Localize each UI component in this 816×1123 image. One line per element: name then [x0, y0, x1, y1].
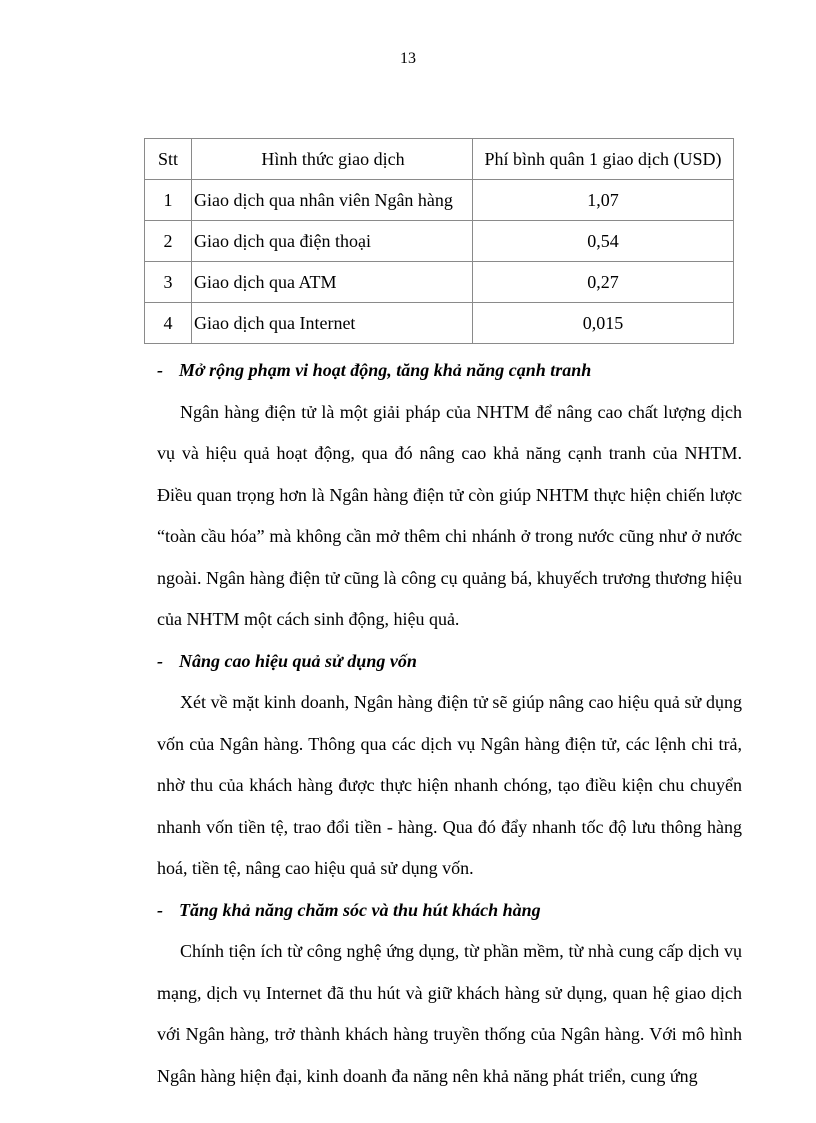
- cell-transaction-form: Giao dịch qua Internet: [192, 303, 473, 344]
- transaction-fee-table: [144, 138, 734, 344]
- cell-average-fee: 0,015: [473, 303, 734, 344]
- heading-dash: -: [157, 360, 163, 380]
- section-heading: [157, 641, 742, 683]
- cell-stt: 4: [145, 303, 192, 344]
- body-text: [157, 350, 742, 1097]
- section-heading: [157, 350, 742, 392]
- cell-average-fee: 0,27: [473, 262, 734, 303]
- table-row: [145, 303, 734, 344]
- cell-stt: 3: [145, 262, 192, 303]
- section-paragraph: Ngân hàng điện tử là một giải pháp của NHTM để nâng cao chất lượng dịch vụ và hiệu quả hoạt động, qua đó nâng cao khả năng cạnh tranh của NHTM. Điều quan trọng hơn là Ngân hàng điện tử còn giúp NHTM thực hiện chiến lược “toàn cầu hóa” mà không cần mở thêm chi nhánh ở trong nước cũng như ở nước ngoài. Ngân hàng điện tử cũng là công cụ quảng bá, khuyếch trương thương hiệu của NHTM một cách sinh động, hiệu quả.: [157, 401, 742, 629]
- cell-transaction-form: Giao dịch qua điện thoại: [192, 221, 473, 262]
- section-paragraph: Chính tiện ích từ công nghệ ứng dụng, từ phần mềm, từ nhà cung cấp dịch vụ mạng, dịch vụ Internet đã thu hút và giữ khách hàng sử dụng, quan hệ giao dịch với Ngân hàng, trở thành khách hàng truyền thống của Ngân hàng. Với mô hình Ngân hàng hiện đại, kinh doanh đa năng nên khả năng phát triển, cung ứng: [157, 941, 742, 1086]
- heading-dash: -: [157, 899, 163, 920]
- page-number: 13: [400, 50, 416, 67]
- cell-transaction-form: Giao dịch qua ATM: [192, 262, 473, 303]
- heading-text: Tăng khả năng chăm sóc và thu hút khách hàng: [179, 899, 541, 920]
- cell-stt: 2: [145, 221, 192, 262]
- heading-text: Mở rộng phạm vi hoạt động, tăng khả năng cạnh tranh: [179, 360, 592, 380]
- section-heading: [157, 890, 742, 932]
- cell-average-fee: 1,07: [473, 180, 734, 221]
- cell-stt: 1: [145, 180, 192, 221]
- cell-transaction-form: Giao dịch qua nhân viên Ngân hàng: [192, 180, 473, 221]
- table-row: [145, 221, 734, 262]
- header-transaction-form: Hình thức giao dịch: [192, 139, 473, 180]
- table-row: [145, 262, 734, 303]
- header-stt: Stt: [145, 139, 192, 180]
- section-paragraph: Xét về mặt kinh doanh, Ngân hàng điện tử sẽ giúp nâng cao hiệu quả sử dụng vốn của Ngân hàng. Thông qua các dịch vụ Ngân hàng điện tử, các lệnh chi trả, nhờ thu của khách hàng được thực hiện nhanh chóng, tạo điều kiện chu chuyển nhanh vốn tiền tệ, trao đổi tiền - hàng. Qua đó đẩy nhanh tốc độ lưu thông hàng hoá, tiền tệ, nâng cao hiệu quả sử dụng vốn.: [157, 692, 742, 878]
- table-header-row: [145, 139, 734, 180]
- table-row: [145, 180, 734, 221]
- cell-average-fee: 0,54: [473, 221, 734, 262]
- heading-dash: -: [157, 650, 163, 671]
- header-average-fee: Phí bình quân 1 giao dịch (USD): [473, 139, 734, 180]
- heading-text: Nâng cao hiệu quả sử dụng vốn: [179, 650, 417, 671]
